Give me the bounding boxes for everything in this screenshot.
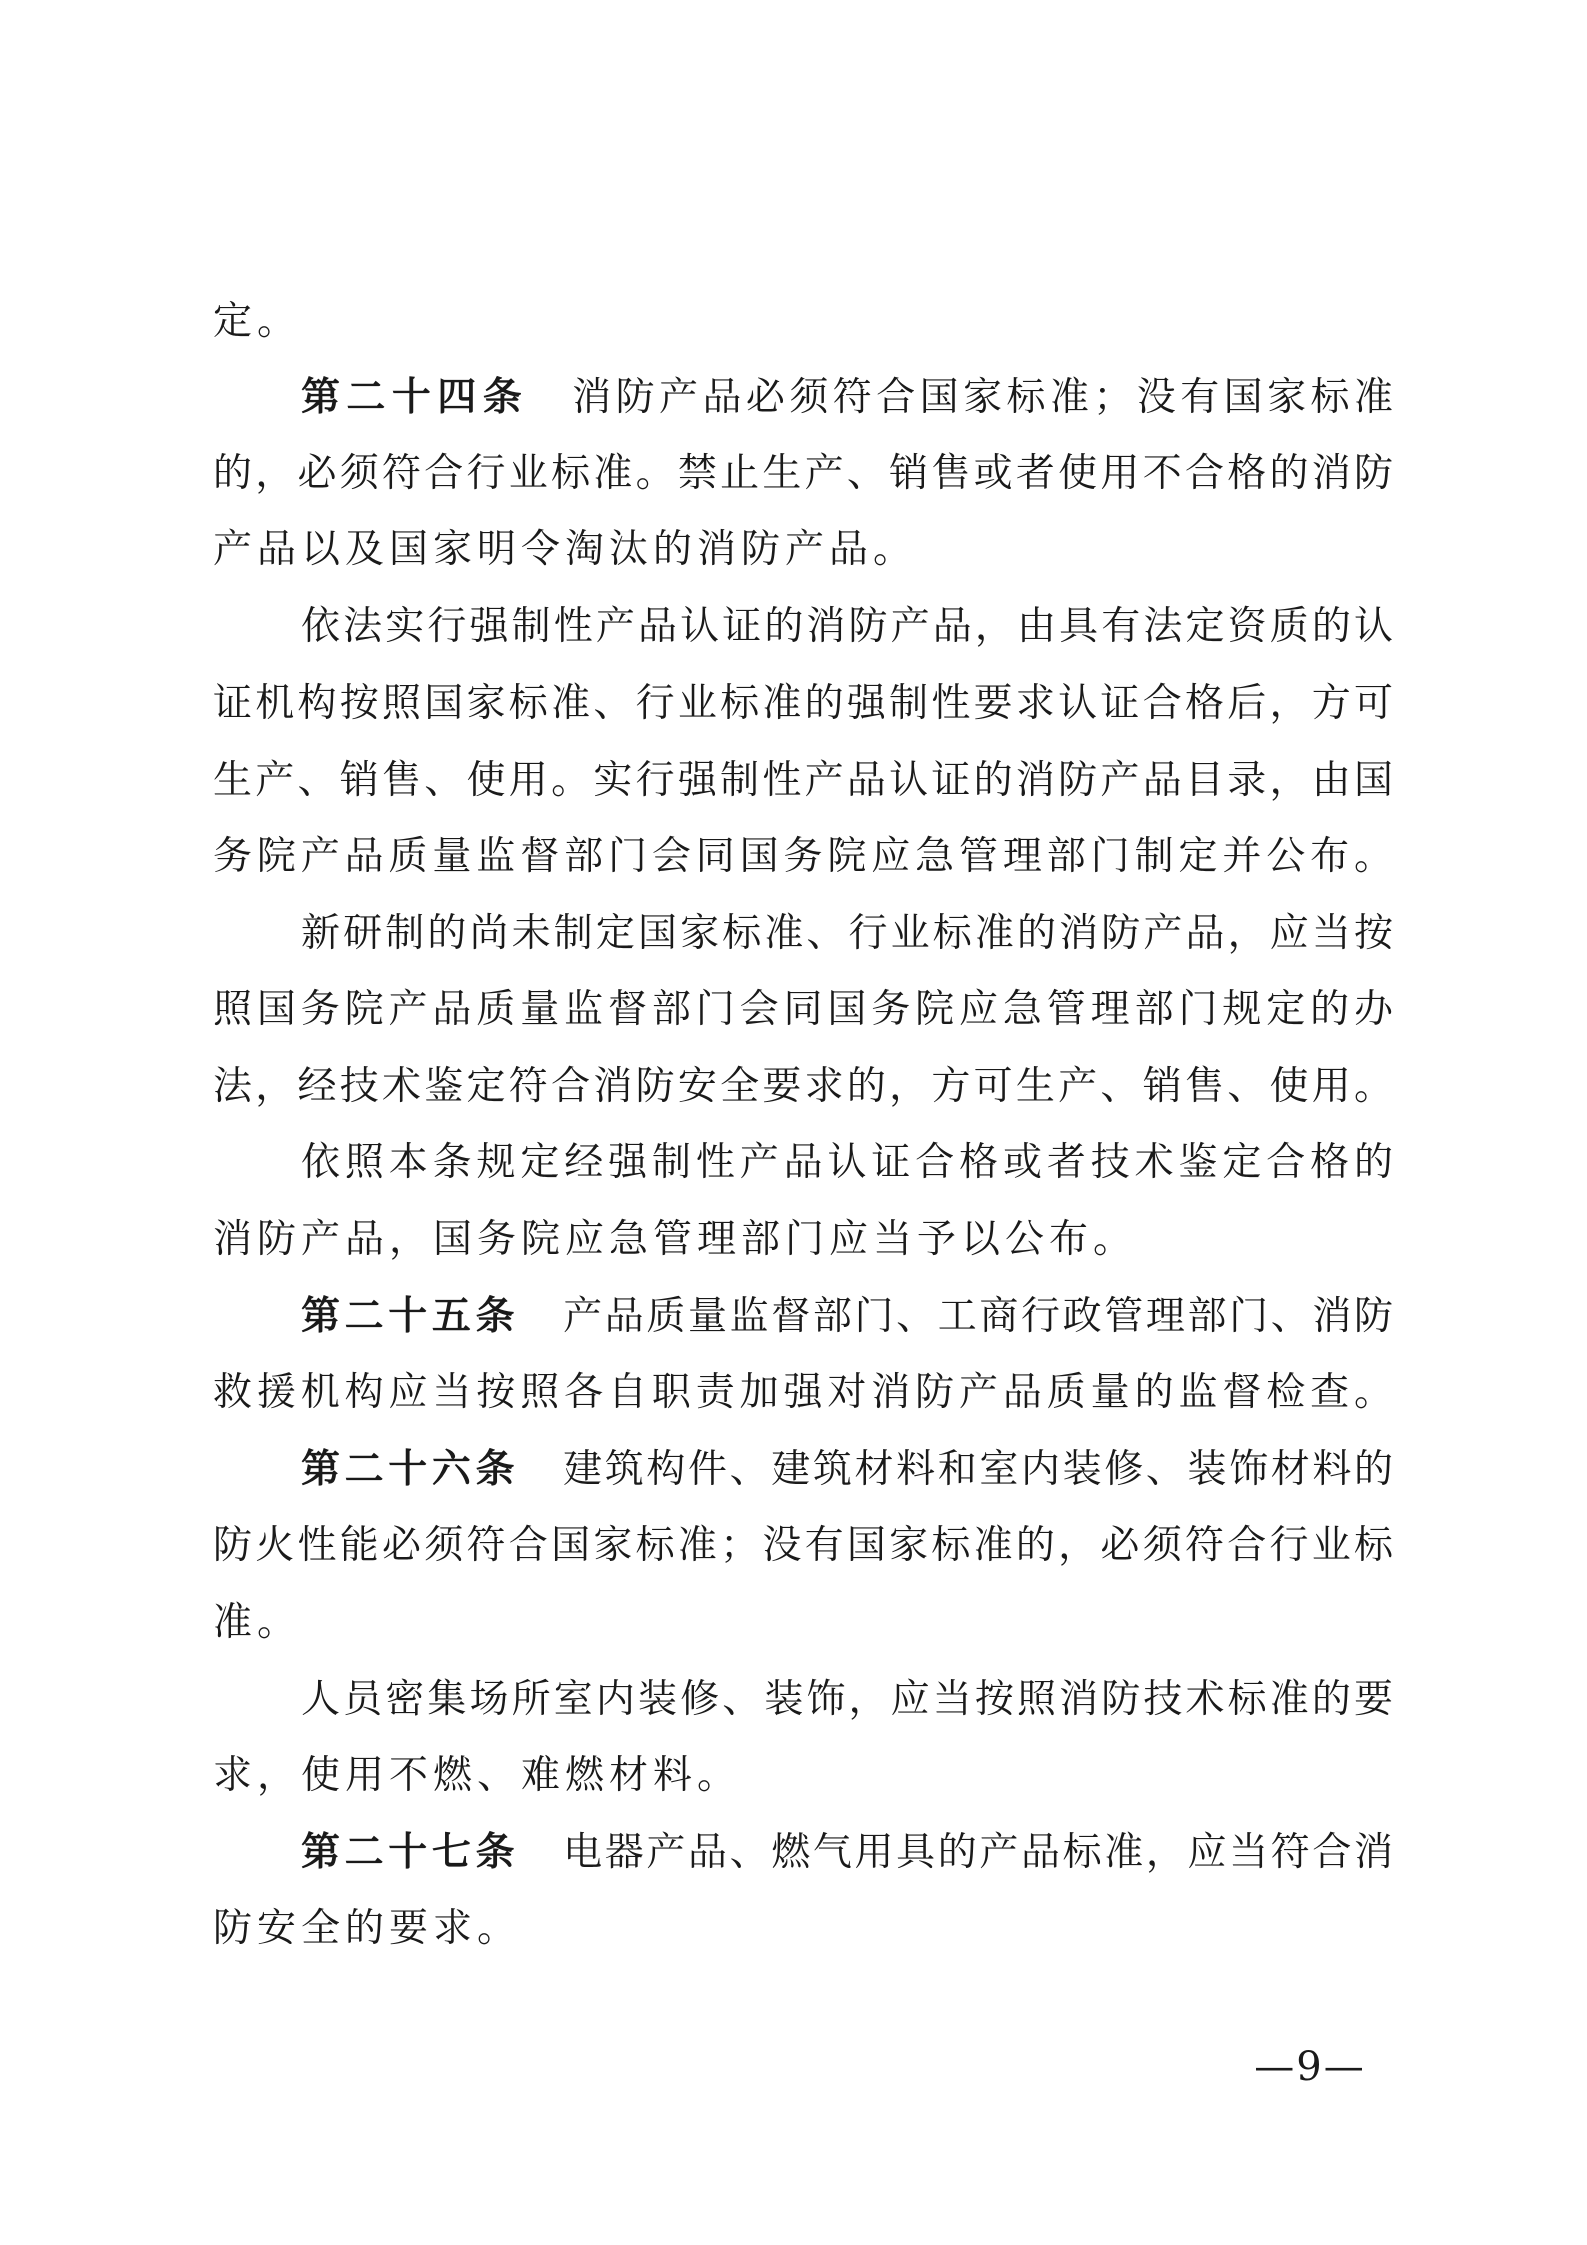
line-text: 产品以及国家明令淘汰的消防产品。 xyxy=(213,527,918,572)
line-text: 生产、销售、使用。实行强制性产品认证的消防产品目录，由国 xyxy=(213,758,1393,803)
article-26-heading: 第二十六条 xyxy=(301,1447,520,1492)
line-text: 定。 xyxy=(213,299,302,344)
line-text: 电器产品、燃气用具的产品标准，应当符合消 xyxy=(563,1830,1393,1875)
paragraph-line xyxy=(213,1210,1393,1270)
article-25-heading: 第二十五条 xyxy=(301,1294,520,1339)
line-text: 的，必须符合行业标准。禁止生产、销售或者使用不合格的消防 xyxy=(213,451,1393,496)
line-text: 产品质量监督部门、工商行政管理部门、消防 xyxy=(563,1294,1393,1339)
line-text: 照国务院产品质量监督部门会同国务院应急管理部门规定的办 xyxy=(213,987,1393,1032)
line-text: 法，经技术鉴定符合消防安全要求的，方可生产、销售、使用。 xyxy=(213,1064,1393,1109)
line-text: 依照本条规定经强制性产品认证合格或者技术鉴定合格的 xyxy=(301,1140,1393,1185)
line-text: 建筑构件、建筑材料和室内装修、装饰材料的 xyxy=(563,1447,1393,1492)
article-27-heading: 第二十七条 xyxy=(301,1830,520,1875)
paragraph-line xyxy=(301,597,1393,657)
line-text: 救援机构应当按照各自职责加强对消防产品质量的监督检查。 xyxy=(213,1370,1393,1415)
line-text: 防火性能必须符合国家标准；没有国家标准的，必须符合行业标 xyxy=(213,1523,1393,1568)
article-24-heading: 第二十四条 xyxy=(301,375,529,420)
paragraph-line xyxy=(213,1057,1393,1117)
paragraph-line xyxy=(213,674,1393,734)
line-text: 消防产品必须符合国家标准；没有国家标准 xyxy=(572,375,1393,420)
paragraph-line xyxy=(301,1133,1393,1193)
paragraph-line xyxy=(213,1593,1393,1653)
article-24-line xyxy=(301,368,1393,428)
paragraph-line xyxy=(213,1516,1393,1576)
article-26-line xyxy=(301,1440,1393,1500)
line-text: 准。 xyxy=(213,1600,302,1645)
line-text: 新研制的尚未制定国家标准、行业标准的消防产品，应当按 xyxy=(301,911,1393,956)
line-text: 求，使用不燃、难燃材料。 xyxy=(213,1753,742,1798)
article-25-line xyxy=(301,1287,1393,1347)
article-27-line xyxy=(301,1823,1393,1883)
line-text: 防安全的要求。 xyxy=(213,1906,522,1951)
page-number: —9— xyxy=(1254,2044,1366,2090)
line-text: 人员密集场所室内装修、装饰，应当按照消防技术标准的要 xyxy=(301,1677,1393,1722)
line-text: 消防产品，国务院应急管理部门应当予以公布。 xyxy=(213,1217,1138,1262)
paragraph-line xyxy=(213,1363,1393,1423)
paragraph-line xyxy=(213,444,1393,504)
paragraph-line xyxy=(213,292,1393,352)
paragraph-line xyxy=(213,980,1393,1040)
paragraph-line xyxy=(213,751,1393,811)
paragraph-line xyxy=(213,827,1393,887)
paragraph-line xyxy=(213,1746,1393,1806)
line-text: 务院产品质量监督部门会同国务院应急管理部门制定并公布。 xyxy=(213,834,1393,879)
paragraph-line xyxy=(301,1670,1393,1730)
paragraph-line xyxy=(213,1899,1393,1959)
paragraph-line xyxy=(301,904,1393,964)
line-text: 依法实行强制性产品认证的消防产品，由具有法定资质的认 xyxy=(301,604,1393,649)
line-text: 证机构按照国家标准、行业标准的强制性要求认证合格后，方可 xyxy=(213,681,1393,726)
paragraph-line xyxy=(213,520,1393,580)
